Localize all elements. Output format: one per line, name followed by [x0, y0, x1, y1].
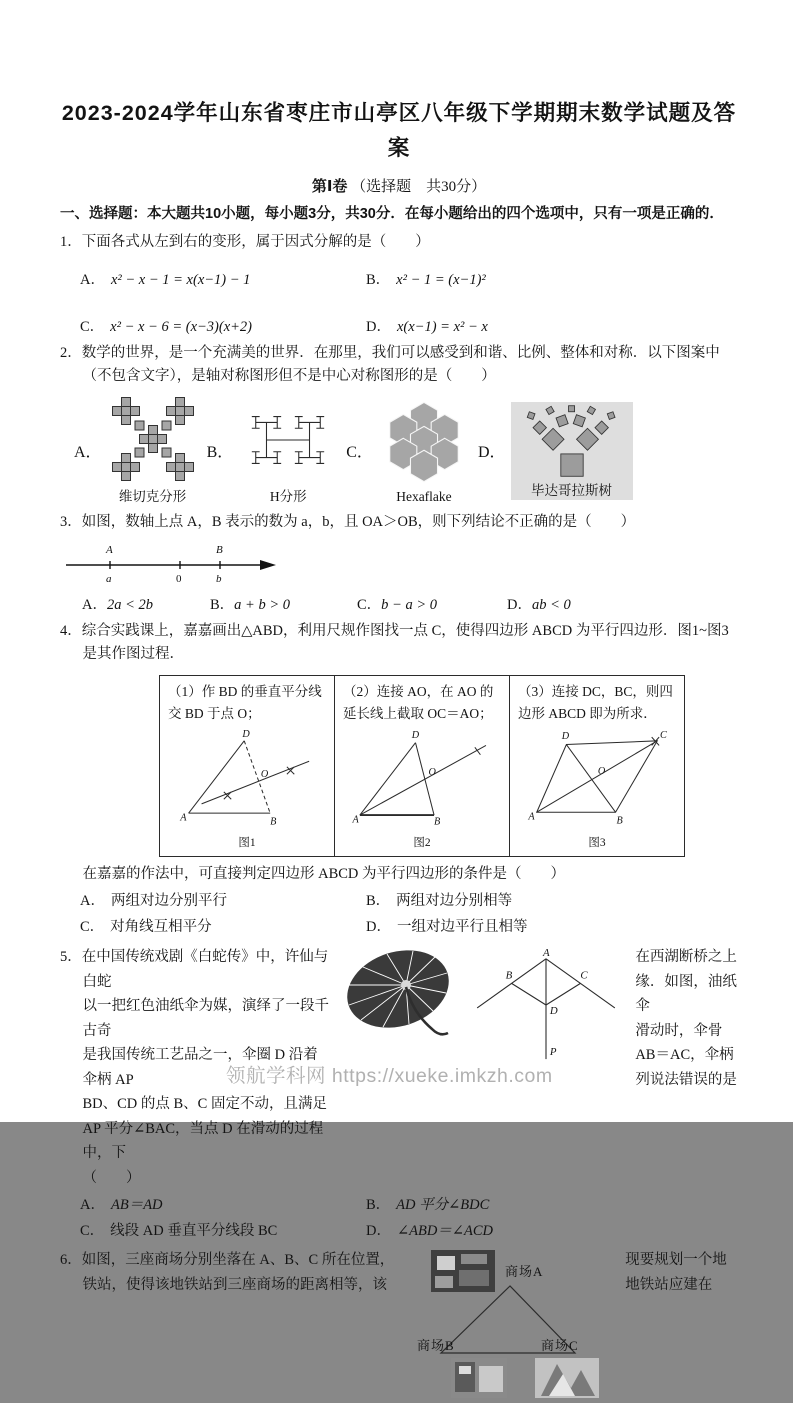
q4-figure-2-caption: 图2: [413, 836, 431, 849]
q2-option-a: [74, 396, 199, 505]
q2-stem: 2．数学的世界，是一个充满美的世界．在那里，我们可以感受到和谐、比例、整体和对称．以下图案中（不包含文字），是轴对称图形但不是中心对称图形的是（ ）: [60, 345, 720, 384]
q4-figure-1-caption: 图1: [238, 836, 256, 849]
svg-text:D: D: [561, 730, 570, 742]
mall-a-photo: [431, 1250, 495, 1292]
q5-option-c: C． 线段 AD 垂直平分线段 BC: [80, 1223, 278, 1239]
svg-text:B: B: [506, 969, 513, 982]
svg-text:D: D: [411, 730, 420, 742]
q4-option-a: A． 两组对边分别平行: [80, 893, 227, 909]
q3-label-A: A: [106, 544, 113, 556]
mall-c-photo: [535, 1358, 599, 1398]
number-line-image: [62, 538, 282, 586]
q5-options: [60, 1193, 738, 1240]
question-6: [60, 1248, 738, 1403]
svg-text:C: C: [660, 730, 667, 742]
q6-stem-left: 6．如图，三座商场分别坐落在 A、B、C 所在位置， 铁站，使得该地铁站到三座商场的距离相等，该: [60, 1252, 395, 1293]
mall-b-label: 商场B: [417, 1338, 455, 1353]
question-2: [60, 342, 738, 505]
svg-text:O: O: [597, 766, 606, 778]
svg-text:O: O: [428, 767, 436, 779]
q4-figure-1: [176, 726, 318, 828]
q4-step-1-text: （1）作 BD 的垂直平分线交 BD 于点 O；: [168, 684, 322, 721]
q4-options: [60, 889, 738, 936]
q2-option-c-label: C．: [346, 444, 373, 461]
q4-option-b: B． 两组对边分别相等: [366, 893, 513, 909]
vicsek-fractal-image: [107, 396, 199, 484]
pythagoras-tree-image: [517, 404, 627, 478]
svg-text:D: D: [242, 729, 250, 741]
svg-text:B: B: [616, 815, 623, 827]
q3-label-B: B: [216, 544, 223, 556]
q3-option-c: C．b − a > 0: [357, 597, 437, 613]
mall-b-photo: [451, 1358, 507, 1398]
svg-text:C: C: [580, 969, 588, 982]
svg-text:B: B: [270, 816, 277, 828]
mall-a-label: 商场A: [505, 1264, 544, 1279]
q3-label-b: b: [216, 573, 222, 585]
q2-option-c: [346, 396, 470, 505]
q4-construction-table: [159, 675, 685, 857]
q2-option-d-caption: 毕达哥拉斯树: [531, 482, 612, 498]
q4-option-d: D． 一组对边平行且相等: [366, 919, 528, 935]
q6-stem-right: 现要规划一个地 地铁站应建在: [625, 1252, 727, 1293]
q2-option-b: [207, 396, 339, 505]
q5-option-d: D． ∠ABD＝∠ACD: [366, 1223, 493, 1239]
q6-figure: [413, 1248, 613, 1403]
q3-label-a: a: [106, 573, 112, 585]
q5-stem-left: 5．在中国传统戏剧《白蛇传》中，许仙与白蛇 以一把红色油纸伞为媒，演绎了一段千古奇 是我国传统工艺品之一，伞圈 D 沿着伞柄 AP BD、CD 的点 B、C 固定不动，且满足 AP 平分∠BAC，当点 D 在滑动的过程中，下 （ ）: [60, 949, 329, 1186]
svg-text:A: A: [352, 814, 359, 826]
q4-step-3-text: （3）连接 DC，BC，则四边形 ABCD 即为所求．: [518, 684, 673, 721]
svg-text:A: A: [543, 946, 550, 959]
volume-part: 第Ⅰ卷: [311, 178, 348, 195]
svg-text:D: D: [550, 1004, 559, 1017]
question-4: [60, 620, 738, 936]
q2-option-c-caption: Hexaflake: [396, 489, 452, 504]
q3-option-b: B．a + b > 0: [210, 597, 290, 613]
q2-figure-row: [74, 396, 738, 505]
svg-text:B: B: [434, 816, 441, 828]
q5-option-a: A． AB＝AD: [80, 1197, 163, 1213]
q5-option-b: B． AD 平分∠BDC: [366, 1197, 490, 1213]
q3-option-a: A．2a < 2b: [82, 597, 154, 613]
svg-text:O: O: [260, 769, 269, 780]
q2-option-a-caption: 维切克分形: [118, 489, 187, 504]
svg-text:A: A: [180, 812, 187, 824]
question-3: [60, 511, 738, 614]
malls-triangle-diagram: [413, 1248, 613, 1398]
q1-option-d: D． x(x−1) = x² − x: [366, 319, 488, 335]
q3-option-d: D．ab < 0: [507, 597, 571, 613]
q4-step-1-cell: [160, 676, 335, 857]
svg-text:P: P: [550, 1046, 557, 1059]
exam-content: [60, 96, 738, 1403]
mall-c-label: 商场C: [541, 1338, 579, 1353]
q1-option-c: C． x² − x − 6 = (x−3)(x+2): [80, 319, 252, 335]
q4-follow-up: 在嘉嘉的作法中，可直接判定四边形 ABCD 为平行四边形的条件是（ ）: [82, 866, 566, 882]
q5-stem-right: 在西湖断桥之上 缘．如图，油纸伞 滑动时，伞骨 AB＝AC，伞柄 列说法错误的是: [635, 949, 737, 1088]
q3-number-line: [62, 538, 738, 591]
q2-option-d-label: D．: [477, 444, 506, 461]
q3-stem: 3．如图，数轴上点 A，B 表示的数为 a，b，且 OA＞OB，则下列结论不正确的是（ ）: [60, 514, 636, 530]
watermark: 领航学科网 https://xueke.imkzh.com: [226, 1065, 553, 1087]
q2-option-b-caption: H分形: [269, 489, 307, 504]
q1-option-b: B． x² − 1 = (x−1)²: [366, 272, 486, 288]
q4-step-2-cell: [335, 676, 510, 857]
q4-step-2-text: （2）连接 AO，在 AO 的延长线上截取 OC＝AO；: [343, 684, 494, 721]
volume-heading: [60, 175, 738, 196]
q4-figure-2: [351, 726, 493, 828]
oil-paper-umbrella-image: [335, 945, 467, 1060]
volume-note: （选择题 共30分）: [351, 179, 487, 195]
h-fractal-image: [238, 396, 338, 484]
question-5: [60, 945, 738, 1240]
question-1: [60, 231, 738, 336]
hexaflake-image: [378, 396, 470, 488]
q2-option-b-label: B．: [206, 444, 234, 461]
q2-option-d: [478, 402, 633, 500]
q1-options: [60, 268, 738, 336]
q3-options: [60, 593, 738, 614]
q3-label-0: 0: [176, 573, 182, 585]
q2-option-a-label: A．: [74, 444, 102, 461]
q4-stem: 4．综合实践课上，嘉嘉画出△ABD，利用尺规作图找一点 C，使得四边形 ABCD 为平行四边形．图1~图3 是其作图过程．: [60, 623, 729, 662]
q1-stem: 1．下面各式从左到右的变形，属于因式分解的是（ ）: [60, 234, 430, 250]
q1-option-a: A． x² − x − 1 = x(x−1) − 1: [80, 272, 251, 288]
q4-step-3-cell: [510, 676, 685, 857]
svg-text:A: A: [528, 811, 535, 823]
q4-option-c: C． 对角线互相平分: [80, 919, 212, 935]
q4-figure-3-caption: 图3: [588, 836, 606, 849]
page-title: 2023-2024学年山东省枣庄市山亭区八年级下学期期末数学试题及答案: [61, 101, 737, 160]
umbrella-geometry-diagram: [467, 945, 625, 1065]
q4-figure-3: [526, 726, 668, 828]
section-heading: 一、选择题：本大题共10小题，每小题3分，共30分．在每小题给出的四个选项中，只有一项是正确的．: [60, 206, 724, 222]
